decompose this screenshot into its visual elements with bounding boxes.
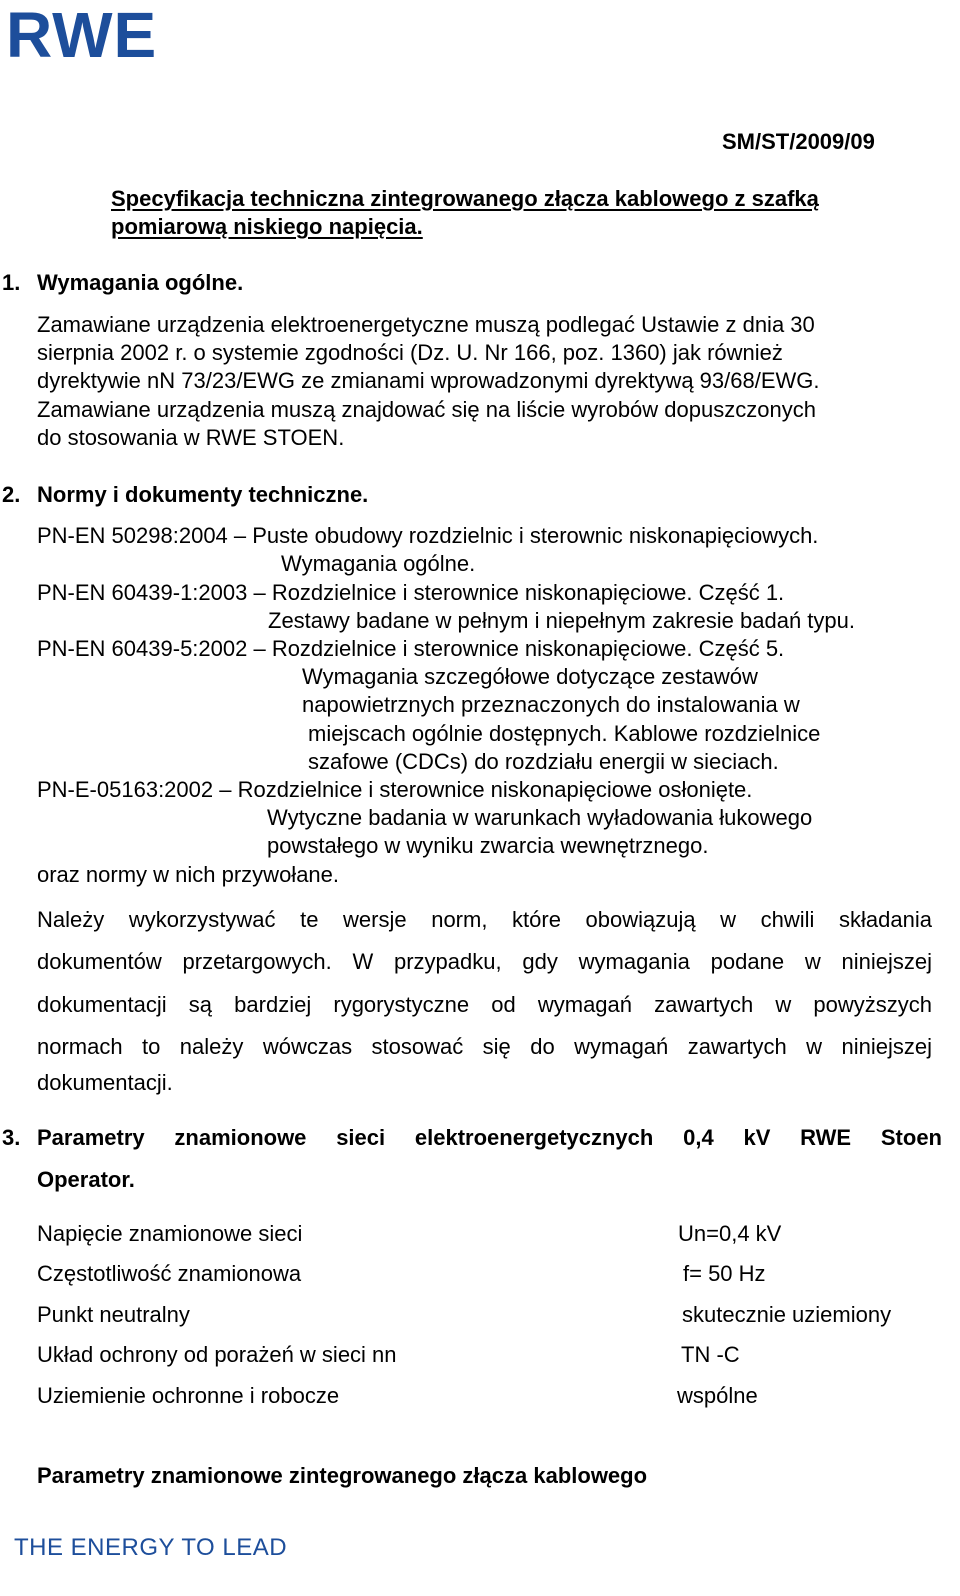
param-value: wspólne bbox=[677, 1383, 758, 1408]
section-1-line: do stosowania w RWE STOEN. bbox=[37, 425, 345, 450]
paragraph-line: normach to należy wówczas stosować się do wymagań zawartych w niniejszej bbox=[37, 1034, 932, 1059]
norm-line: szafowe (CDCs) do rozdziału energii w sieciach. bbox=[308, 749, 779, 774]
paragraph-line: dokumentacji. bbox=[37, 1070, 173, 1095]
param-value: TN -C bbox=[681, 1342, 740, 1367]
norm-line: miejscach ogólnie dostępnych. Kablowe rozdzielnice bbox=[308, 721, 821, 746]
paragraph-line: dokumentów przetargowych. W przypadku, gdy wymagania podane w niniejszej bbox=[37, 949, 932, 974]
norm-line: PN-E-05163:2002 – Rozdzielnice i sterownice niskonapięciowe osłonięte. bbox=[37, 777, 753, 802]
param-label: Układ ochrony od porażeń w sieci nn bbox=[37, 1342, 397, 1367]
param-value: skutecznie uziemiony bbox=[682, 1302, 892, 1327]
param-value: f= 50 Hz bbox=[683, 1261, 766, 1286]
norm-line: PN-EN 60439-5:2002 – Rozdzielnice i sterownice niskonapięciowe. Część 5. bbox=[37, 636, 785, 661]
paragraph-line: dokumentacji są bardziej rygorystyczne od wymagań zawartych w powyższych bbox=[37, 992, 932, 1017]
norm-line: Wymagania ogólne. bbox=[281, 551, 476, 576]
section-3-number: 3. bbox=[2, 1125, 21, 1150]
param-label: Punkt neutralny bbox=[37, 1302, 190, 1327]
param-label: Częstotliwość znamionowa bbox=[37, 1261, 302, 1286]
norm-line: Wymagania szczegółowe dotyczące zestawów bbox=[302, 664, 758, 689]
section-2-heading: Normy i dokumenty techniczne. bbox=[37, 482, 369, 507]
param-label: Uziemienie ochronne i robocze bbox=[37, 1383, 340, 1408]
section-4-heading: Parametry znamionowe zintegrowanego złącza kablowego bbox=[37, 1463, 648, 1488]
norm-line: Wytyczne badania w warunkach wyładowania łukowego bbox=[267, 805, 813, 830]
norm-line: powstałego w wyniku zwarcia wewnętrznego. bbox=[267, 833, 709, 858]
section-2-number: 2. bbox=[2, 482, 21, 507]
norm-line: napowietrznych przeznaczonych do instalowania w bbox=[302, 692, 800, 717]
footer-tagline: THE ENERGY TO LEAD bbox=[14, 1534, 288, 1561]
rwe-logo: RWE bbox=[6, 0, 158, 71]
norm-line: PN-EN 60439-1:2003 – Rozdzielnice i sterownice niskonapięciowe. Część 1. bbox=[37, 580, 785, 605]
section-1-line: Zamawiane urządzenia muszą znajdować się na liście wyrobów dopuszczonych bbox=[37, 397, 816, 422]
document-title-line-1: Specyfikacja techniczna zintegrowanego złącza kablowego z szafką bbox=[111, 186, 819, 211]
param-value: Un=0,4 kV bbox=[678, 1221, 782, 1246]
param-label: Napięcie znamionowe sieci bbox=[37, 1221, 303, 1246]
section-3-heading-continued: Operator. bbox=[37, 1167, 135, 1192]
paragraph-line: Należy wykorzystywać te wersje norm, które obowiązują w chwili składania bbox=[37, 907, 932, 932]
section-1-line: Zamawiane urządzenia elektroenergetyczne muszą podlegać Ustawie z dnia 30 bbox=[37, 312, 815, 337]
section-1-line: sierpnia 2002 r. o systemie zgodności (Dz. U. Nr 166, poz. 1360) jak również bbox=[37, 340, 783, 365]
norms-tail: oraz normy w nich przywołane. bbox=[37, 862, 340, 887]
document-code: SM/ST/2009/09 bbox=[722, 129, 875, 154]
section-1-number: 1. bbox=[2, 270, 21, 295]
norm-line: PN-EN 50298:2004 – Puste obudowy rozdzielnic i sterownic niskonapięciowych. bbox=[37, 523, 819, 548]
section-1-heading: Wymagania ogólne. bbox=[37, 270, 244, 295]
section-3-heading: Parametry znamionowe sieci elektroenergetycznych 0,4 kV RWE Stoen bbox=[37, 1125, 942, 1150]
section-1-line: dyrektywie nN 73/23/EWG ze zmianami wprowadzonymi dyrektywą 93/68/EWG. bbox=[37, 368, 820, 393]
document-title-line-2: pomiarową niskiego napięcia. bbox=[111, 214, 423, 239]
norm-line: Zestawy badane w pełnym i niepełnym zakresie badań typu. bbox=[268, 608, 855, 633]
